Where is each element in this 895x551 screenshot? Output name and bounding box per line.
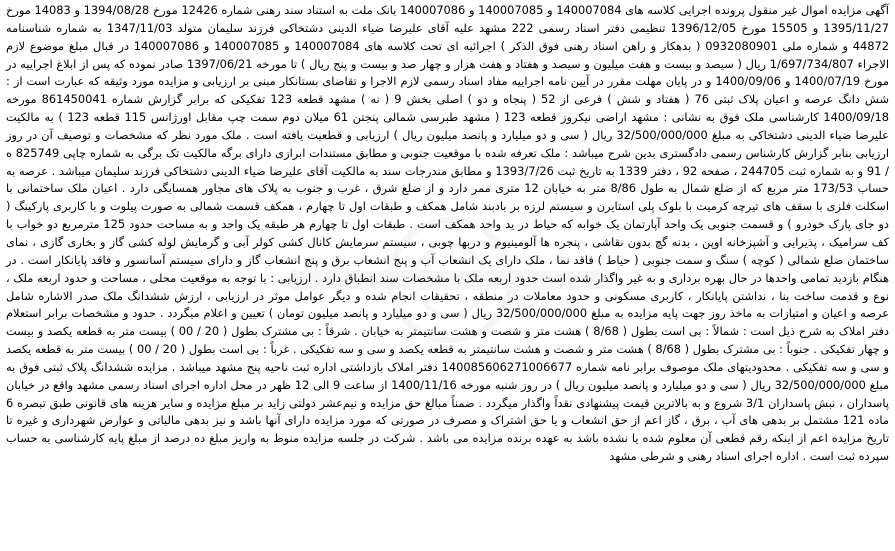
auction-notice-text: آگهی مزایده اموال غیر منقول پرونده اجرایی کلاسه های 140007084 و 140007085 و 140007086 بانک ملت به استناد سند رهنی شماره 12426 مورخ 1394/08/28 و 14083 مورخ 1395/11/27 و 15505 مورخ 1396/12/05 تنظیمی دفتر اسناد رسمی 222 مشهد علیه آقای علیرضا ضیاء الدینی دشتخاکی فرزند سلیمان متولد 1347/11/03 به شماره شناسنامه 44872 و شماره ملی 0932080901 ( بدهکار و راهن اسناد رهنی فوق الذکر ) اجرائیه ای تحت کلاسه های 140007084 و 140007085 و 140007086 در قبال مبلغ موضوع لازم الاجراء 1/697/734/807 ریال ( سیصد و بیست و هفت میلیون و سیصد و هفتاد و هفت هزار و چهار صد و بیست و پنج ریال ) تا مورخه 1397/06/21 صادر نموده که پس از ابلاغ اجراییه در مورخ 1400/07/19 و 1400/09/06 و در پایان مهلت مقرر در آیین نامه اجراییه مفاد اسناد رسمی لازم الاجرا و تقاضای بستانکار مبنی بر ارزیابی و مزایده مورد وثیقه که عبارت است از : شش دانگ عرصه و اعیان پلاک ثبتی 76 ( هفتاد و شش ) فرعی از 52 ( پنجاه و دو ) اصلی بخش 9 ( نه ) مشهد قطعه 123 تفکیکی که برابر گزارش شماره 861450041 مورخه 1400/09/18 کارشناسی ملک فوق به نشانی : مشهد اراضی نیکروز قطعه 123 ( مشهد طبرسی شمالی پنجتن 61 میلان دوم سمت چپ مقابل اورژانس 115 قطعه 123 ) به مالکیت علیرضا ضیاء الدینی دشتخاکی به مبلغ 32/500/000/000 ریال ( سی و دو میلیارد و پانصد میلیون ریال ) ارزیابی و قطعیت یافته است . ملک مورد نظر که مشخصات و توصیف آن در روز ارزیابی بنابر گزارش کارشناس رسمی دادگستری بدین شرح میباشد : ملک تعرفه شده با موقعیت جنوبی و مطابق مستندات ابرازی دارای برگه مالکیت تک برگی به شماره چاپی 825749 ه / 91 و به شماره ثبت 244705 ، صفحه 92 ، دفتر 1339 به تاریخ ثبت 1393/7/26 و مطابق مندرجات سند به مالکیت آقای علیرضا ضیاء الدینی دشتخاکی فرزند سلیمان میباشد . عرصه به حساب 173/53 متر مربع که از ضلع شمال به طول 8/86 متر به خیابان 12 متری ممر دارد و از ضلع شرق ، غرب و جنوب به پلاک های مجاور همسایگی دارد . اعیان ملک ساختمانی با اسکلت فلزی با سقف های تیرچه کرمیت با بلوک پلی استایرن و سیستم لرزه بر بادبند شامل همکف و طبقات اول تا چهارم ، همکف قسمت شمالی به صورت پیلوت و با کاربری پارکینگ ( دو جای پارک خودرو ) و قسمت جنوبی یک واحد آپارتمان یک خوابه که حیاط در ید واحد همکف است . طبقات اول تا چهارم هر طبقه یک واحد و به مساحت حدود 125 مترمربع دو خواب با کف سرامیک ، پذیرایی و آشپزخانه اوپن ، بدنه گچ بدون نقاشی ، پنجره ها آلومینیوم و دربها چوبی ، سیستم سرمایش کانال کشی کولر آبی و گرمایش لوله کشی گاز و بخاری گازی ، نمای ساختمان ضلع شمالی ( کوچه ) سنگ و سمت جنوبی ( حیاط ) فاقد نما ، ملک دارای یک انشعاب آب و پنج انشعاب برق و پنج انشعاب گاز و دارای سیستم آسانسور و فاقد پایانکار است . در هنگام بازدید تمامی واحدها در حال بهره برداری و به غیر واگذار شده است حدود اربعه ملک با مشخصات سند انطباق دارد . ارزیابی : با توجه به موقعیت محلی ، مساحت و حدود اربعه ملک ، نوع و قدمت ساخت بنا ، نداشتن پایانکار ، کاربری مسکونی و حدود معاملات در منطقه ، تحقیقات انجام شده و دیگر عوامل موثر در ارزیابی ، ارزش ششدانگ ملک صدر الاشاره شامل عرصه و اعیان و امتیازات به ماخذ روز جهت پایه مزایده به مبلغ 32/500/000/000 ریال ( سی و دو میلیارد و پانصد میلیون تومان ) تعیین و اعلام میگردد . حدود و مشخصات برابر استعلام دفتر املاک به شرح ذیل است : شمالاً : بی است بطول ( 8/68 ) هشت متر و شصت و هشت سانتیمتر به خیابان . شرقاً : بی مشترک بطول ( 20 / 00 ) بیست متر به قطعه یکصد و بیست و چهار تفکیکی . جنوباً : بی مشترک بطول ( 8/68 ) هشت متر و شصت و هشت سانتیمتر به قطعه یکصد و سی و سه تفکیکی . غرباً : بی است بطول ( 20 / 00 ) بیست متر به قطعه یکصد و سی و سه تفکیکی . محدودیتهای ملک موصوف برابر نامه شماره 140085606271006677 دفتر املاک بازداشتی اداره ثبت ناحیه پنج مشهد میباشد . مزایده ششدانگ پلاک ثبتی فوق به مبلغ 32/500/000/000 ریال ( سی و دو میلیارد و پانصد میلیون ریال ) در روز شنبه مورخه 1400/11/16 از ساعت 9 الی 12 ظهر در محل اداره اجرای اسناد رسمی مشهد واقع در خیابان پاسداران ، نبش پاسداران 3/1 شروع و به بالاترین قیمت پیشنهادی نقداً واگذار میگردد . ضمناً مبالغ حق مزایده و نیم‌عشر دولتی زاید بر مبلغ مزایده و سایر هزینه های قانونی طبق تبصره 6 ماده 121 مشتمل بر بدهی های آب ، برق ، گاز اعم از حق انشعاب و یا حق اشتراک و مصرف در صورتی که مورد مزایده دارای آنها باشد و نیز بدهی مالیاتی و عوارض شهرداری و غیره تا تاریخ مزایده اعم از اینکه رقم قطعی آن معلوم شده یا نشده باشد به عهده برنده مزایده می باشد . شرکت در جلسه مزایده منوط به واریز مبلغ ده درصد از مبلغ پایه کارشناسی به حساب سپرده ثبت است . اداره اجرای اسناد رهنی و شرطی مشهد: [6, 3, 890, 464]
